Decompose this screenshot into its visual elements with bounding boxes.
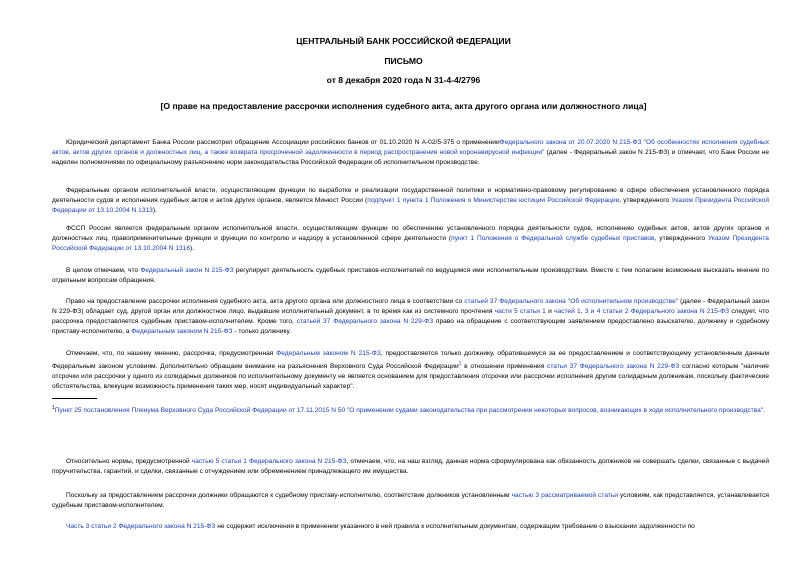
paragraph-1 — [52, 138, 769, 168]
document-subject: [О праве на предоставление рассрочки исполнения судебного акта, акта другого органа или должностного лица] — [160, 101, 647, 111]
paragraph-3 — [52, 224, 769, 254]
text: следует, что рассрочка предоставляется судебным приставом-исполнителем. Кроме того, — [52, 308, 769, 325]
link-parts-article-2[interactable]: частей 1, 3 и 4 статьи 2 Федерального закона N 215-ФЗ — [554, 308, 730, 315]
text: регулирует деятельность судебных приставов-исполнителей по ведущимся ими исполнительным производствам. Вместе с тем полагаем возможным высказать мнение по отдельным вопросам обращения. — [52, 267, 769, 284]
text: (далее - Федеральный закон N 215-ФЗ) и отмечает, что Банк России не наделен полномочиями по официальному разъяснению норм законодательства Российской Федерации об исполнительном производстве. — [52, 149, 769, 166]
text: , утвержденного — [619, 197, 672, 204]
text: , предоставляется только должнику, обратившемуся за ее предоставлением и соответствующему установленным данным Федеральным законом условиям. Дополнительно обращаем внимание на разъяснения Верховного Суда Российской Федерации — [52, 350, 769, 371]
text: , отмечаем, что, на наш взгляд, данная норма сформулирована как обязанность должников не совершать сделки, связанные с выдачей поручительства, гарантий, и сделки, связанные с отчуждением или обременением принадлежащего им имущества. — [52, 458, 770, 475]
text: Отмечаем, что, по нашему мнению, рассрочка, предусмотренная — [66, 350, 277, 357]
link-decree-1316[interactable]: Указом Президента Российской Федерации от 13.10.2004 N 1316 — [52, 235, 769, 252]
footnote-number: 1 — [52, 405, 55, 411]
link-215fz[interactable]: Федеральным законом N 215-ФЗ — [131, 328, 233, 335]
link-article-37-229fz[interactable]: статьей 37 Федерального закона N 229-ФЗ — [296, 318, 434, 325]
footnote-reference[interactable]: 1 — [458, 361, 462, 367]
paragraph-2 — [52, 186, 769, 216]
text: (далее - Федеральный закон N 229-ФЗ) обладает суд, другой орган или должностное лицо, выдавшие исполнительный документ, в то время как из системного прочтения — [52, 298, 769, 315]
link-215fz[interactable]: Федеральным законом N 215-ФЗ — [276, 350, 381, 357]
text: в отношении применения — [461, 363, 548, 371]
text: Право на предоставление рассрочки исполнения судебного акта, акта другого органа или должностного лица в соответствии со — [66, 298, 465, 305]
link-215fz[interactable]: Федеральный закон N 215-ФЗ — [140, 267, 234, 274]
text: ФССП России является федеральным органом исполнительной власти, осуществляющим функции по обеспечению установленного порядка деятельности судов, исполнению судебных актов, актов других органов и должностных лиц, правоприменительные функции и функции по контролю и надзору в установленной сфере деятельности ( — [52, 225, 769, 242]
text: право на обращение с соответствующим заявлением предоставлено взыскателю, должнику и судебному приставу-исполнителю, а — [52, 318, 769, 335]
text: Относительно нормы, предусмотренной — [66, 458, 192, 465]
link-part-3-article-2[interactable]: Часть 3 статьи 2 Федерального закона N 215-ФЗ — [66, 523, 216, 530]
text: ). — [152, 207, 157, 214]
paragraph-8 — [52, 491, 769, 511]
text: Федеральным органом исполнительной власти, осуществляющим функции по выработке и реализации государственной политики и нормативно-правовому регулированию в сфере обеспечения установленного порядка деятельности судов и исполнения судебных актов и актов других органов, является Минюст России ( — [52, 187, 769, 204]
link-fssp-regulation[interactable]: пункт 1 Положения о Федеральной службе судебных приставов — [451, 235, 655, 242]
text: не содержит исключения в применении указанного в ней правила к исполнительным документам, содержащим требование о взыскании задолженности по — [215, 523, 695, 530]
text: В целом отмечаем, что — [66, 267, 141, 274]
link-part-5-article-1[interactable]: части 5 статьи 1 — [494, 308, 546, 315]
text: Юридический департамент Банка России рассмотрел обращение Ассоциации российских банков от 01.10.2020 N А-02/5-375 о применении — [66, 139, 500, 146]
link-plenum-resolution[interactable]: Пункт 25 постановления Пленума Верховного Суда Российской Федерации от 17.11.2015 N 50 "О применении судами законодательства при рассмотрении некоторых вопросов, возникающих в ходе исполнительного производства" — [54, 407, 764, 415]
law-link-215fz[interactable]: Федерального закона от 20.07.2020 N 215-ФЗ "Об особенностях исполнения судебных актов, актов других органов и должностных лиц, а также возврата просроченной задолженности в период распространения новой коронавирусной инфекции" — [52, 139, 769, 156]
text: условиям, как представляется, устанавливается судебным приставом-исполнителем. — [52, 492, 770, 509]
paragraph-9 — [52, 522, 769, 532]
text: согласно которым "наличие отсрочки или рассрочки у одного из солидарных должников по исполнительному документу не является основанием для предоставления отсрочки или рассрочки исполнения другим солидарным должникам, поскольку фактические обстоятельства, влекущие возможность применения таких мер, носят индивидуальный характер". — [52, 363, 769, 391]
footnote — [52, 403, 769, 416]
text: , утвержденного — [654, 235, 709, 242]
text: . — [763, 407, 765, 415]
document-date-number: от 8 декабря 2020 года N 31-4-4/2796 — [326, 75, 481, 85]
paragraph-5 — [52, 297, 769, 337]
issuer-title: ЦЕНТРАЛЬНЫЙ БАНК РОССИЙСКОЙ ФЕДЕРАЦИИ — [296, 36, 511, 46]
text: ). — [190, 245, 195, 252]
link-part-5-article-1[interactable]: частью 5 статьи 1 Федерального закона N 215-ФЗ — [191, 458, 347, 465]
paragraph-7 — [52, 457, 769, 477]
text: Поскольку за предоставлением рассрочки должники обращаются к судебному приставу-исполнителю, соответствие должников установленным — [66, 492, 512, 499]
link-decree-1313[interactable]: Указом Президента Российской Федерации от 13.10.2004 N 1313 — [52, 197, 769, 214]
footnote-divider — [52, 398, 97, 399]
text: и — [545, 308, 555, 315]
paragraph-6 — [52, 349, 769, 392]
link-article-37[interactable]: статьей 37 Федерального закона "Об исполнительном производстве" — [464, 298, 679, 305]
text: - только должнику. — [232, 328, 291, 335]
link-part-3[interactable]: частью 3 рассматриваемой статьи — [511, 492, 619, 499]
link-article-37-229fz[interactable]: статьи 37 Федерального закона N 229-ФЗ — [547, 363, 680, 371]
document-type: ПИСЬМО — [384, 56, 423, 66]
paragraph-4 — [52, 266, 769, 286]
link-minjust-regulation[interactable]: подпункт 1 пункта 1 Положения о Министерстве юстиции Российской Федерации — [367, 197, 620, 204]
